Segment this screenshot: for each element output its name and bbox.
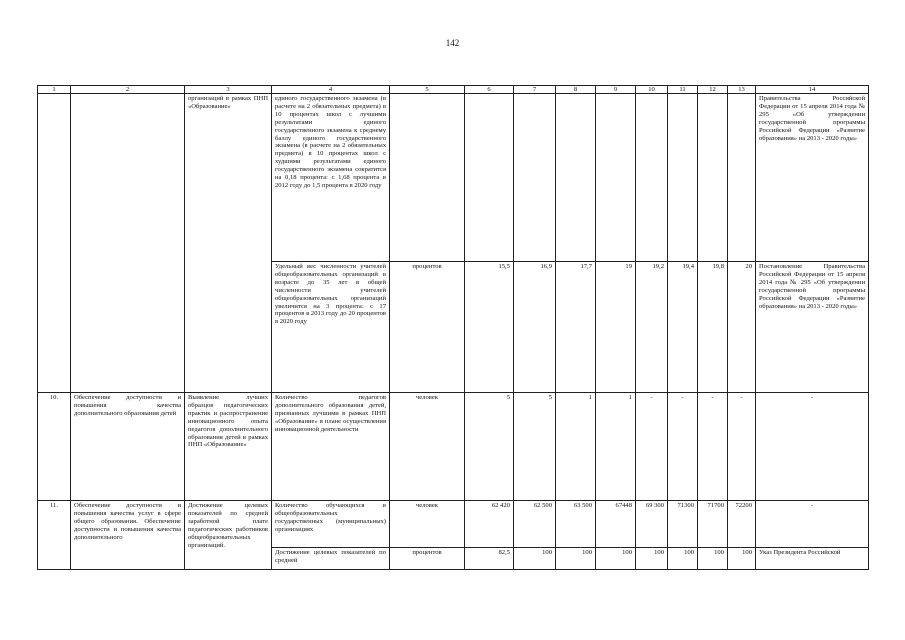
value-cell: 100: [728, 548, 756, 570]
value-cell: [636, 94, 668, 262]
column-header: 10: [636, 86, 668, 94]
value-cell: 100: [668, 548, 698, 570]
indicator-cell: единого государственного экзамена (в расчете на 2 обязательных предмета) в 10 процентах школ с лучшими результатами единого государственного экзамена к среднему баллу единого государственного экзамена (в расчете на 2 обязательных предмета) в 10 процентах школ с худшими результатами единого государственного экзамена сократится на 0,18 процента: с 1,68 процента в 2012 году до 1,5 процента в 2020 году: [272, 94, 390, 262]
measure-cell: организаций в рамках ПНП «Образование»: [185, 94, 272, 393]
unit-cell: человек: [390, 393, 465, 501]
goal-cell: Обеспечение доступности и повышения качества услуг в сфере общего образования. Обеспечение доступности и повышения качества дополнительного: [71, 501, 185, 570]
unit-cell: [390, 94, 465, 262]
value-cell: 63 500: [556, 501, 596, 548]
value-cell: -: [636, 393, 668, 501]
value-cell: 82,5: [465, 548, 514, 570]
column-header: 12: [698, 86, 728, 94]
value-cell: 72200: [728, 501, 756, 548]
measure-cell: Достижение целевых показателей по средней заработной плате педагогических работников общеобразовательных организаций.: [185, 501, 272, 570]
value-cell: 100: [514, 548, 556, 570]
measure-cell: Выявление лучших образцов педагогических практик и распространение инновационного опыта педагогов дополнительного образования детей в рамках ПНП «Образование»: [185, 393, 272, 501]
column-header: 7: [514, 86, 556, 94]
unit-cell: процентов: [390, 262, 465, 393]
indicator-cell: Достижение целевых показателей по средней: [272, 548, 390, 570]
value-cell: 17,7: [556, 262, 596, 393]
value-cell: 67448: [596, 501, 636, 548]
row-number-cell: 10.: [38, 393, 71, 501]
value-cell: 15,5: [465, 262, 514, 393]
value-cell: 19,8: [698, 262, 728, 393]
value-cell: 100: [556, 548, 596, 570]
indicator-cell: Количество педагогов дополнительного образования детей, признанных лучшими в рамках ПНП «Образование» в плане осуществления инновационной деятельности: [272, 393, 390, 501]
program-indicators-table: [37, 85, 869, 570]
value-cell: [556, 94, 596, 262]
goal-cell: [71, 94, 185, 393]
value-cell: 1: [556, 393, 596, 501]
note-cell: Правительства Российской Федерации от 15 апреля 2014 года № 295 «Об утверждении государственной программы Российской Федерации «Развитие образования» на 2013 - 2020 годы»: [756, 94, 869, 262]
table-row: [38, 501, 869, 548]
note-cell: -: [756, 393, 869, 501]
column-header: 11: [668, 86, 698, 94]
value-cell: 100: [698, 548, 728, 570]
value-cell: -: [698, 393, 728, 501]
value-cell: 100: [596, 548, 636, 570]
column-number-row: [38, 86, 869, 94]
column-header: 6: [465, 86, 514, 94]
page-number: 142: [445, 38, 460, 48]
column-header: 3: [185, 86, 272, 94]
column-header: 5: [390, 86, 465, 94]
value-cell: [596, 94, 636, 262]
note-cell: Постановление Правительства Российской Федерации от 15 апреля 2014 года № 295 «Об утверждении государственной программы Российской Федерации «Развитие образования» на 2013 - 2020 годы»: [756, 262, 869, 393]
goal-cell: Обеспечение доступности и повышения качества дополнительного образования детей: [71, 393, 185, 501]
table-row: [38, 94, 869, 262]
value-cell: 19,2: [636, 262, 668, 393]
column-header: 14: [756, 86, 869, 94]
indicator-cell: Удельный вес численности учителей общеобразовательных организаций в возрасте до 35 лет в общей численности учителей общеобразовательных организаций увеличится на 3 процента: с 17 процентов в 2013 году до 20 процентов в 2020 году: [272, 262, 390, 393]
column-header: 1: [38, 86, 71, 94]
value-cell: [465, 94, 514, 262]
value-cell: 1: [596, 393, 636, 501]
column-header: 13: [728, 86, 756, 94]
value-cell: 19: [596, 262, 636, 393]
value-cell: 62 500: [514, 501, 556, 548]
value-cell: [668, 94, 698, 262]
value-cell: [698, 94, 728, 262]
value-cell: 71300: [668, 501, 698, 548]
value-cell: 100: [636, 548, 668, 570]
value-cell: -: [668, 393, 698, 501]
column-header: 8: [556, 86, 596, 94]
indicator-cell: Количество обучающихся в общеобразовательных государственных (муниципальных) организациях: [272, 501, 390, 548]
value-cell: 5: [514, 393, 556, 501]
value-cell: 62 420: [465, 501, 514, 548]
unit-cell: человек: [390, 501, 465, 548]
table-row: [38, 393, 869, 501]
value-cell: [514, 94, 556, 262]
value-cell: 20: [728, 262, 756, 393]
row-number-cell: [38, 94, 71, 393]
value-cell: 19,4: [668, 262, 698, 393]
value-cell: 71700: [698, 501, 728, 548]
column-header: 2: [71, 86, 185, 94]
value-cell: [728, 94, 756, 262]
value-cell: -: [728, 393, 756, 501]
value-cell: 5: [465, 393, 514, 501]
value-cell: 16,9: [514, 262, 556, 393]
row-number-cell: 11.: [38, 501, 71, 570]
unit-cell: процентов: [390, 548, 465, 570]
note-cell: Указ Президента Российской: [756, 548, 869, 570]
note-cell: -: [756, 501, 869, 548]
value-cell: 69 300: [636, 501, 668, 548]
column-header: 4: [272, 86, 390, 94]
column-header: 9: [596, 86, 636, 94]
